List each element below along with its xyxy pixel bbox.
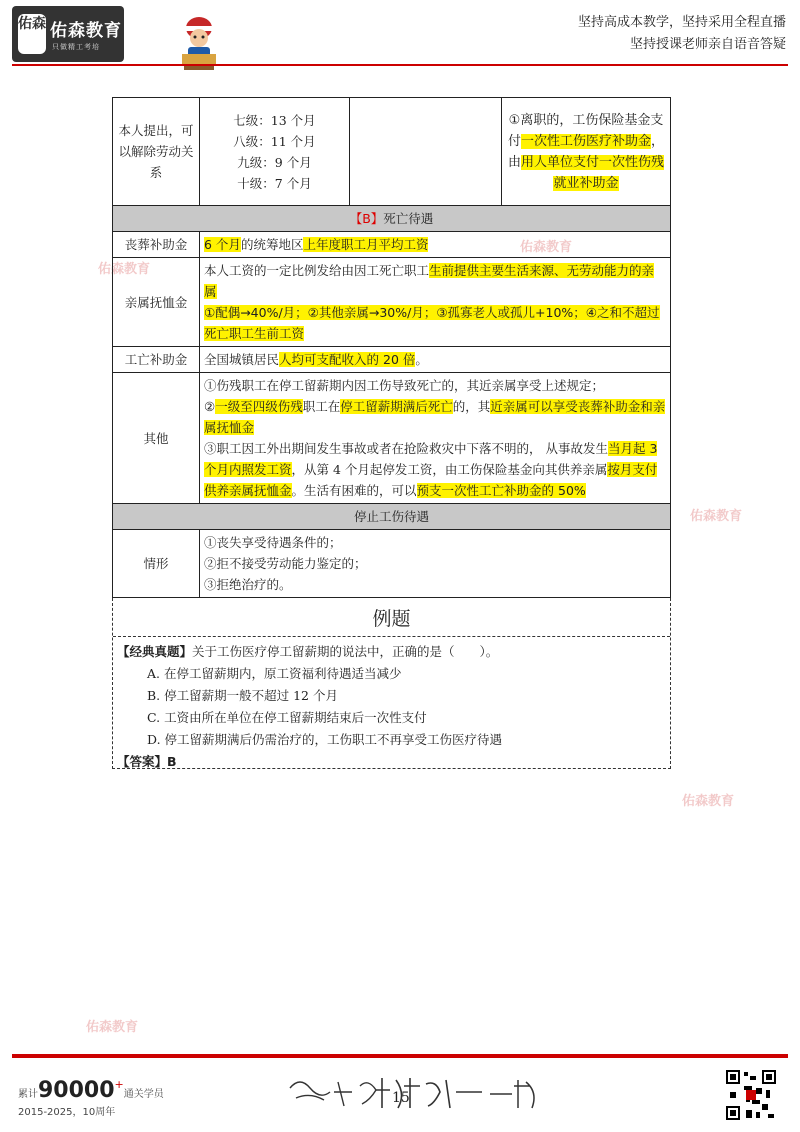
watermark: 佑森教育 <box>86 1020 139 1035</box>
resign-note: ①离职的，工伤保险基金支付一次性工伤医疗补助金，由用人单位支付一次性伤残就业补助金 <box>502 98 671 206</box>
row-label: 情形 <box>113 530 200 598</box>
brand-logo <box>12 6 124 62</box>
row-label: 亲属抚恤金 <box>113 258 200 347</box>
answer-tag: 【答案】 <box>117 754 168 769</box>
calligraphy-signature <box>286 1068 556 1116</box>
other-provisions: ①伤残职工在停工留薪期内因工伤导致死亡的，其近亲属享受上述规定； ②一级至四级伤残职工在停工留薪期满后死亡的，其近亲属可以享受丧葬补助金和亲属抚恤金 ③职工因工外出期间发生事故或者在抢险救灾中下落不明的， 从事故发生当月起 3 个月内照发工资，从第 4 个月起停发工资，由工伤保险基金向其供养亲属按月支付供养亲属抚恤金。生活有困难的，可以预支一次性工亡补助金的 50% <box>200 373 671 504</box>
list-item: ③拒绝治疗的。 <box>204 577 292 592</box>
funeral-subsidy: 6 个月的统筹地区上年度职工月平均工资 <box>200 232 671 258</box>
example-question <box>117 641 665 773</box>
month-item: 八级：11 个月 <box>233 133 316 149</box>
row-label: 工亡补助金 <box>113 347 200 373</box>
disability-months <box>200 98 350 206</box>
example-title: 例题 <box>372 608 411 630</box>
slogan-line-1: 坚持高成本教学，坚持采用全程直播 <box>577 15 786 30</box>
example-divider <box>113 636 670 637</box>
empty-cell <box>350 98 502 206</box>
row-label: 本人提出，可以解除劳动关系 <box>113 98 200 206</box>
month-item: 七级：13 个月 <box>233 112 316 128</box>
list-item: ①丧失享受待遇条件的； <box>204 535 342 550</box>
month-item: 十级：7 个月 <box>237 175 312 191</box>
answer-value: B <box>167 754 177 769</box>
dependent-pension: 本人工资的一定比例发给由因工死亡职工生前提供主要生活来源、无劳动能力的亲属 ①配偶→40%/月；②其他亲属→30%/月；③孤寡老人或孤儿+10%；④之和不超过死亡职工生前工资 <box>200 258 671 347</box>
work-death-subsidy: 全国城镇居民人均可支配收入的 20 倍。 <box>200 347 671 373</box>
option-d: D. 停工留薪期满后仍需治疗的，工伤职工不再享受工伤医疗待遇 <box>147 732 503 747</box>
slogan-line-2: 坚持授课老师亲自语音答疑 <box>629 37 786 52</box>
logo-tagline: 只做精工考培 <box>52 43 100 51</box>
watermark: 佑森教育 <box>520 240 573 255</box>
watermark: 佑森教育 <box>98 262 151 277</box>
row-label: 丧葬补助金 <box>113 232 200 258</box>
logo-seal: 佑森 <box>18 14 46 54</box>
footer-years: 2015-2025，10周年 <box>18 1107 116 1118</box>
table-row <box>113 232 671 258</box>
month-item: 九级：9 个月 <box>237 154 312 170</box>
section-header-stop: 停止工伤待遇 <box>113 504 671 530</box>
watermark: 佑森教育 <box>690 509 743 524</box>
table-row <box>113 347 671 373</box>
option-b: B. 停工留薪期一般不超过 12 个月 <box>147 688 338 703</box>
logo-name: 佑森教育 <box>50 21 122 41</box>
page-header <box>0 0 800 78</box>
table-row <box>113 258 671 347</box>
section-header-death: 【B】死亡待遇 <box>113 206 671 232</box>
list-item: ②拒不接受劳动能力鉴定的； <box>204 556 367 571</box>
qr-code-icon <box>724 1068 778 1122</box>
benefits-table <box>112 97 671 598</box>
header-divider <box>12 64 788 66</box>
option-a: A. 在停工留薪期内，原工资福利待遇适当减少 <box>147 666 402 681</box>
table-row <box>113 530 671 598</box>
footer-stats: 累计90000+通关学员 2015-2025，10周年 <box>18 1078 164 1118</box>
option-c: C. 工资由所在单位在停工留薪期结束后一次性支付 <box>147 710 427 725</box>
question-tag: 【经典真题】 <box>117 644 193 659</box>
header-slogan <box>578 12 786 56</box>
watermark: 佑森教育 <box>682 794 735 809</box>
student-count: 90000 <box>38 1078 115 1103</box>
stop-situations <box>200 530 671 598</box>
table-row <box>113 373 671 504</box>
example-box <box>112 598 671 769</box>
footer-divider <box>12 1054 788 1058</box>
page-number: 15 <box>392 1090 410 1106</box>
row-label: 其他 <box>113 373 200 504</box>
table-row <box>113 98 671 206</box>
question-text: 关于工伤医疗停工留薪期的说法中，正确的是（ ）。 <box>192 644 499 659</box>
